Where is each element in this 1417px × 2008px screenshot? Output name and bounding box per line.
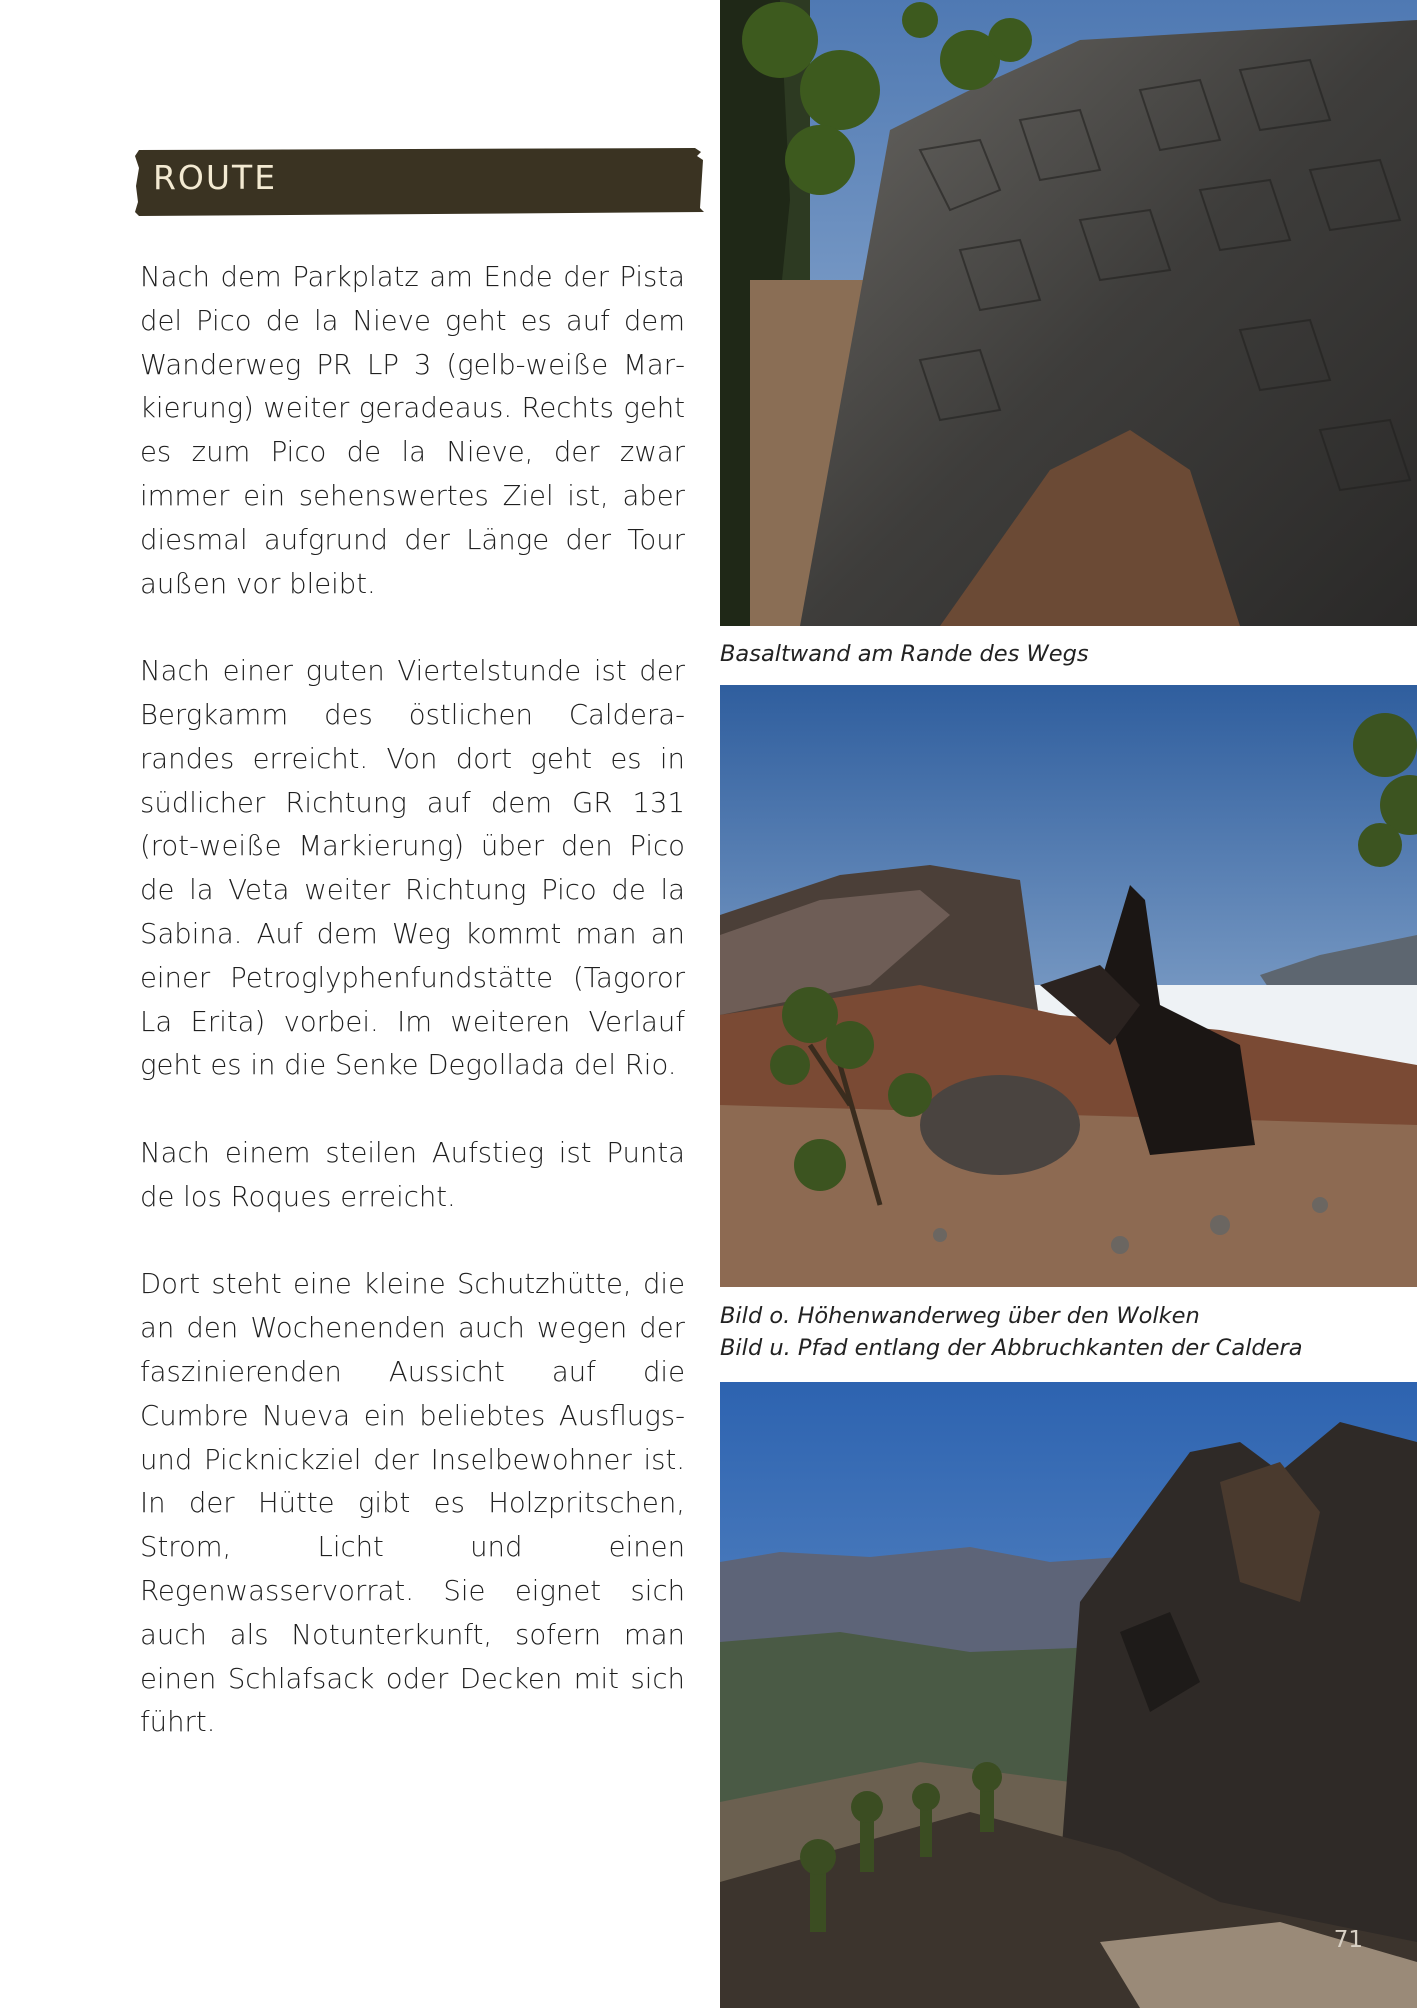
photo-caldera-edge-trail bbox=[720, 1382, 1417, 2008]
paragraph: Nach dem Parkplatz am Ende der Pista del Pico de la Nieve geht es auf dem Wanderweg PR LP 3 (gelb-weiße Markierung) weiter geradeaus. Rechts geht es zum Pico de la Nieve, der zwar immer ein sehenswertes Ziel ist, aber diesmal aufgrund der Länge der Tour außen vor bleibt. bbox=[140, 261, 685, 600]
page-number: 71 bbox=[1333, 1927, 1363, 1953]
paragraph: Nach einem steilen Aufstieg ist Punta de los Roques erreicht. bbox=[140, 1136, 685, 1213]
photo-high-trail-clouds bbox=[720, 685, 1417, 1287]
paragraph: Dort steht eine kleine Schutzhütte, die an den Wochenenden auch wegen der faszinierenden Aussicht auf die Cumbre Nueva ein beliebtes Ausflugs- und Picknickziel der Inselbewohner ist. In der Hütte gibt es Holzpritschen, Strom, Licht und einen Regenwasservorrat. Sie eignet sich auch als Notunterkunft, sofern man einen Schlafsack oder Decken mit sich führt. bbox=[140, 1268, 685, 1739]
photo-caption bbox=[720, 1300, 1303, 1364]
photo-basalt-wall bbox=[720, 0, 1417, 626]
photo-caption: Basaltwand am Rande des Wegs bbox=[720, 641, 1089, 667]
caption-line: Bild o. Höhenwanderweg über den Wolken bbox=[720, 1303, 1200, 1329]
section-banner bbox=[135, 146, 705, 216]
paragraph: Nach einer guten Viertelstunde ist der Bergkamm des östlichen Calderarandes erreicht. Von dort geht es in südlicher Richtung auf dem GR 131 (rot-weiße Markierung) über den Pico de la Veta weiter Richtung Pico de la Sabina. Auf dem Weg kommt man an einer Petroglyphenfundstätte (Tagoror La Erita) vorbei. Im weiteren Verlauf geht es in die Senke Degollada del Rio. bbox=[140, 655, 685, 1082]
caption-line: Bild u. Pfad entlang der Abbruchkanten der Caldera bbox=[720, 1335, 1303, 1361]
body-text bbox=[140, 256, 685, 1789]
section-title: ROUTE bbox=[153, 158, 278, 197]
